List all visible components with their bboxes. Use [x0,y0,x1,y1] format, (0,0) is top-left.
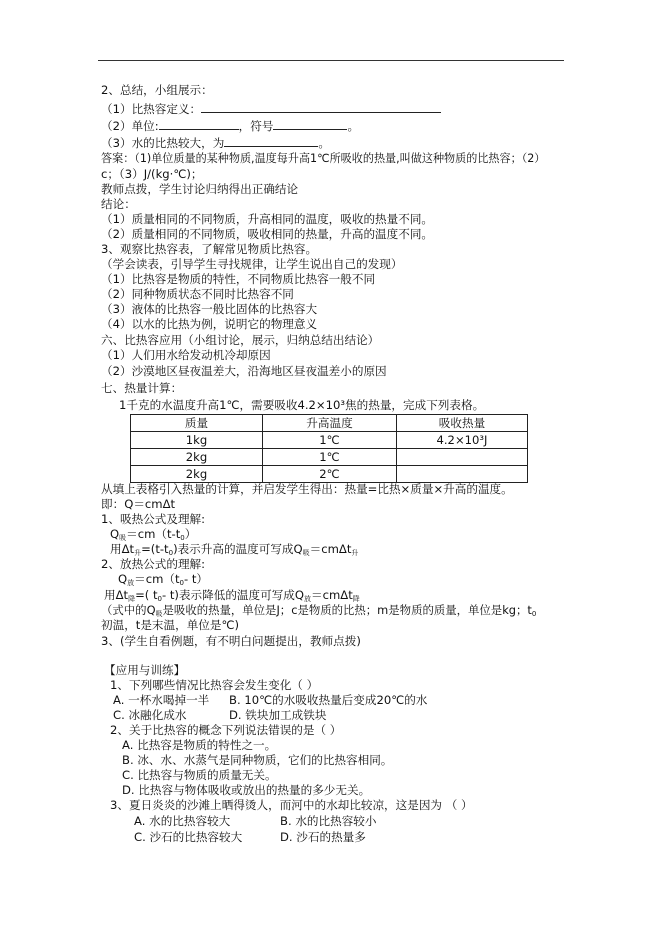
explain-body: 是吸收的热量，单位是J；c是物质的比热；m是物质的质量，单位是kg；t [162,603,532,617]
table-row [131,449,528,466]
subscript: 吸 [302,549,310,557]
unit-blank[interactable] [159,118,239,130]
usage-tail: ＝cmΔt [309,542,352,556]
release-heading: 2、放热公式的理解: [101,557,206,571]
conclusion-label: 结论： [101,197,136,211]
unit-label: （2）单位: [101,119,159,133]
water-blank[interactable] [224,135,318,147]
sec2-heading: 2、总结，小组展示： [101,83,213,97]
q3-option-b[interactable]: B. 水的比热容较小 [280,814,377,828]
formula-body: ＝cm（t [134,572,180,586]
question-1: 1、下列哪些情况比热容会发生变化（ ） [110,678,319,692]
water-label: （3）水的比热较大，为 [101,136,225,150]
q3-option-a[interactable]: A. 水的比热容较大 [134,814,231,828]
symbol-label: ，符号 [238,119,274,133]
q1-option-a[interactable]: A. 一杯水喝掉一半 [113,693,210,707]
sec6-point-1: （1）人们用水给发动机冷却原因 [101,348,271,362]
water-line [101,135,330,150]
answer-line-2: c；（3）J/(kg·℃)； [101,167,203,181]
header-rule [98,60,564,61]
subscript: 0 [157,595,163,603]
unit-line [101,118,359,133]
sec7-intro: 1千克的水温度升高1℃，需要吸收4.2×10³焦的热量，完成下列表格。 [119,398,485,412]
table-header-temp-rise: 升高温度 [263,415,397,432]
answer-line-1: 答案：（1)单位质量的某种物质,温度每升高1℃所吸收的热量,叫做这种物质的比热容；（2） [101,152,546,165]
usage-start: 用Δt [104,588,129,602]
absorb-usage [110,542,358,556]
table-cell: 2kg [131,449,263,466]
sec3-point-2: （2）同种物质状态不同时比热容不同 [101,287,294,301]
example-note: 3、(学生自看例题，有不明白问题提出，教师点拨) [101,634,361,648]
formula-end: ） [184,527,197,541]
question-3: 3、夏日炎炎的沙滩上晒得烫人，而河中的水却比较凉，这是因为 （ ） [110,798,473,812]
sec3-heading: 3、观察比热容表，了解常见物质比热容。 [101,242,318,256]
heat-table [130,414,528,483]
explain-line-1 [101,603,536,617]
definition-label: （1）比热容定义： [101,102,202,116]
q2-option-b[interactable]: B. 冰、水、水蒸气是同种物质，它们的比热容相同。 [122,753,393,767]
conclusion-2: （2）质量相同的不同物质，吸收相同的热量，升高的温度不同。 [101,227,434,241]
subscript: 降 [128,595,136,603]
subscript: 0 [531,610,537,618]
q2-option-c[interactable]: C. 比热容与物质的质量无关。 [122,768,277,782]
subscript: 0 [179,579,185,587]
subscript: 升 [351,549,359,557]
subscript: 放 [127,579,135,587]
table-row [131,432,528,449]
usage-start: 用Δt [110,542,135,556]
symbol-blank[interactable] [273,118,347,130]
table-cell: 2℃ [263,466,397,483]
absorb-heading: 1、吸热公式及理解: [101,512,206,526]
usage-end: )表示升高的温度可写成Q [173,542,303,556]
q1-option-d[interactable]: D. 铁块加工成铁块 [229,708,327,722]
absorb-formula [110,527,196,541]
teacher-guidance: 教师点拨，学生讨论归纳得出正确结论 [101,182,299,196]
usage-mid: =(t-t [141,542,169,556]
q3-option-c[interactable]: C. 沙石的比热容较大 [134,830,243,844]
usage-end: - t)表示降低的温度可写成Q [162,588,305,602]
explain-start: （式中的Q [101,603,156,617]
table-header-row [131,415,528,432]
table-followup: 从填上表格引入热量的计算，并启发学生得出：热量=比热×质量×升高的温度。 [101,482,513,496]
definition-line [101,101,441,116]
q1-option-b[interactable]: B. 10℃的水吸收热量后变成20℃的水 [229,693,428,707]
sec6-point-2: （2）沙漠地区昼夜温差大，沿海地区昼夜温差小的原因 [101,364,387,378]
sec7-heading: 七、热量计算： [101,381,183,395]
sec3-note: （学会读表，引导学生寻找规律，让学生说出自己的发现） [101,257,403,271]
sec3-point-3: （3）液体的比热容一般比固体的比热容大 [101,302,318,316]
table-row [131,466,528,483]
formula-body: ＝cm（t-t [126,527,181,541]
subscript: 吸 [155,610,163,618]
formula-q: Q [118,572,128,586]
explain-line-2: 初温，t是末温，单位是℃) [101,618,240,632]
q2-option-d[interactable]: D. 比热容与物体吸收或放出的热量的多少无关。 [122,783,371,797]
table-cell: 1℃ [263,432,397,449]
table-cell: 1kg [131,432,263,449]
practice-heading: 【应用与训练】 [104,663,186,677]
release-formula [118,572,208,586]
table-cell: 2kg [131,466,263,483]
formula-q: Q [110,527,120,541]
definition-blank[interactable] [201,101,441,113]
heat-formula: 即：Q＝cmΔt [101,497,176,511]
formula-end: - t） [184,572,209,586]
subscript: 0 [180,534,185,542]
subscript: 升 [134,549,142,557]
question-2: 2、关于比热容的概念下列说法错误的是（ ） [110,723,342,737]
table-cell: 4.2×10³J [397,432,528,449]
q2-option-a[interactable]: A. 比热容是物质的特性之一。 [122,738,277,752]
table-cell: 1℃ [263,449,397,466]
table-cell-blank[interactable] [397,466,528,483]
conclusion-1: （1）质量相同的不同物质，升高相同的温度，吸收的热量不同。 [101,212,434,226]
table-header-mass: 质量 [131,415,263,432]
sec3-point-4: （4）以水的比热为例，说明它的物理意义 [101,317,318,331]
q1-option-c[interactable]: C. 冰融化成水 [113,708,187,722]
table-cell-blank[interactable] [397,449,528,466]
table-header-heat: 吸收热量 [397,415,528,432]
sec3-point-1: （1）比热容是物质的特性，不同物质比热容一般不同 [101,272,376,286]
subscript: 吸 [119,534,127,542]
usage-tail: ＝cmΔt [311,588,353,602]
sec6-heading: 六、比热容应用（小组讨论，展示，归纳总结出结论） [101,333,380,347]
usage-mid: =( t [135,588,158,602]
subscript: 降 [352,595,360,603]
water-end: 。 [318,136,330,150]
subscript: 放 [304,595,312,603]
release-usage [104,588,360,602]
subscript: 0 [168,549,174,557]
unit-end: 。 [347,119,360,133]
q3-option-d[interactable]: D. 沙石的热量多 [280,830,366,844]
